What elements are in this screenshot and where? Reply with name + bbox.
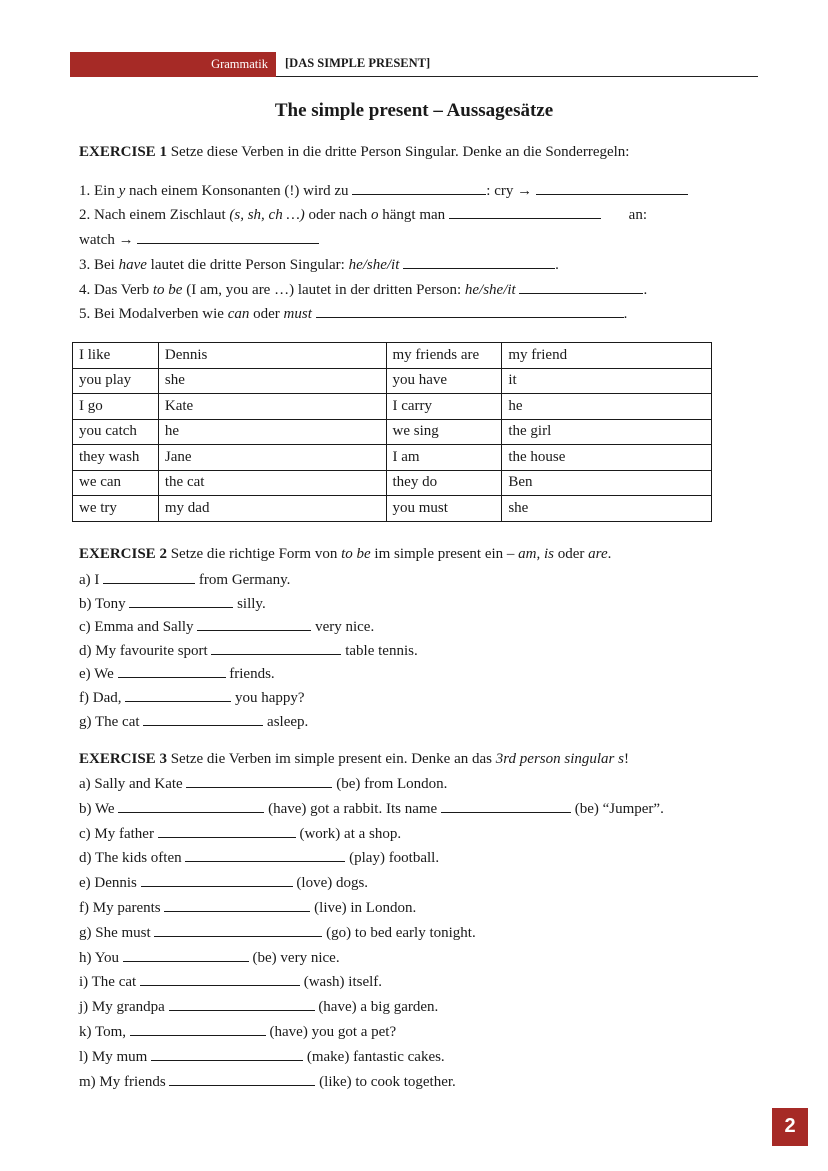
answer-blank[interactable]	[403, 256, 555, 269]
item-suffix: (wash) itself.	[299, 974, 383, 991]
instruction-text: 3rd person singular s	[495, 751, 624, 767]
item-suffix: (like) to cook together.	[315, 1073, 456, 1090]
item-prefix: f) Dad,	[79, 690, 126, 706]
table-cell: I go	[73, 394, 159, 420]
item-suffix: (have) a big garden.	[314, 999, 439, 1016]
table-cell: Jane	[158, 445, 386, 471]
table-cell: the house	[502, 445, 712, 471]
header-rule	[276, 76, 758, 77]
instruction-text: ,	[536, 546, 544, 562]
rule-text: 1. Ein	[79, 183, 119, 199]
item-prefix: g) The cat	[79, 713, 144, 730]
instruction-text: .	[607, 546, 612, 562]
list-item	[79, 1048, 445, 1066]
instruction-text: !	[623, 751, 629, 767]
answer-blank[interactable]	[118, 665, 226, 678]
answer-blank[interactable]	[441, 800, 571, 813]
rule-1	[79, 182, 688, 200]
item-prefix: e) We	[79, 666, 118, 683]
item-prefix: c) Emma and Sally	[79, 619, 198, 636]
exercise3-label: EXERCISE 3	[79, 751, 167, 767]
rule-text: lautet die dritte Person Singular:	[146, 257, 349, 273]
list-item	[79, 924, 476, 942]
verb-table	[72, 342, 712, 522]
item-prefix: h) You	[79, 949, 123, 966]
item-suffix: (love) dogs.	[292, 875, 369, 892]
table-cell: Ben	[502, 470, 712, 496]
answer-blank[interactable]	[197, 618, 311, 631]
table-cell: my friend	[502, 343, 712, 369]
list-item	[79, 618, 374, 636]
answer-blank[interactable]	[185, 849, 345, 862]
item-suffix: asleep.	[263, 713, 309, 730]
table-row	[73, 445, 712, 471]
list-item	[79, 825, 401, 843]
list-item	[79, 665, 275, 683]
answer-blank[interactable]	[164, 899, 310, 912]
answer-blank[interactable]	[129, 595, 233, 608]
table-cell: it	[502, 368, 712, 394]
item-prefix: d) The kids often	[79, 850, 186, 867]
list-item	[79, 874, 368, 892]
table-cell: Kate	[158, 394, 386, 420]
item-prefix: i) The cat	[79, 974, 140, 991]
list-item	[79, 595, 266, 613]
table-cell: the girl	[502, 419, 712, 445]
rule-text: hängt man	[378, 207, 449, 223]
table-cell: I carry	[386, 394, 502, 420]
item-suffix: (make) fantastic cakes.	[303, 1048, 445, 1065]
rule-text: oder	[249, 306, 284, 322]
answer-blank[interactable]	[118, 800, 264, 813]
list-item	[79, 998, 438, 1016]
item-prefix: b) Tony	[79, 595, 130, 612]
item-prefix: a) Sally and Kate	[79, 776, 187, 792]
rule-2b	[79, 231, 319, 249]
rule-text: (I am, you are …) lautet in der dritten Person:	[182, 282, 465, 298]
item-prefix: f) My parents	[79, 900, 165, 916]
item-suffix: silly.	[233, 595, 266, 612]
table-row	[73, 419, 712, 445]
table-cell: we sing	[386, 419, 502, 445]
item-suffix: from Germany.	[195, 572, 291, 588]
list-item	[79, 849, 439, 867]
rule-text: : cry →	[486, 183, 533, 199]
answer-blank[interactable]	[169, 998, 315, 1011]
table-cell: he	[158, 419, 386, 445]
exercise3-heading	[79, 751, 629, 768]
answer-blank[interactable]	[352, 182, 486, 195]
rule-text: he/she/it	[464, 282, 516, 298]
list-item	[79, 571, 290, 589]
answer-blank[interactable]	[536, 182, 688, 195]
table-cell: my friends are	[386, 343, 502, 369]
exercise2-heading	[79, 546, 611, 563]
instruction-text: Setze die richtige Form von	[166, 546, 342, 562]
answer-blank[interactable]	[130, 1023, 266, 1036]
answer-blank[interactable]	[143, 713, 263, 726]
table-cell: she	[158, 368, 386, 394]
table-cell: I am	[386, 445, 502, 471]
item-suffix: (play) football.	[345, 850, 440, 867]
item-suffix: very nice.	[311, 619, 375, 636]
instruction-text: are	[588, 546, 608, 562]
item-suffix: (live) in London.	[310, 900, 417, 916]
table-cell: they wash	[73, 445, 159, 471]
answer-blank[interactable]	[158, 825, 296, 838]
list-item	[79, 1073, 456, 1091]
answer-blank[interactable]	[154, 924, 322, 937]
list-item	[79, 1023, 396, 1041]
rule-3	[79, 256, 559, 274]
answer-blank[interactable]	[449, 206, 601, 219]
rule-text: can	[227, 306, 250, 322]
table-row	[73, 470, 712, 496]
table-cell: my dad	[158, 496, 386, 522]
rule-2	[79, 206, 647, 224]
answer-blank[interactable]	[141, 874, 293, 887]
item-suffix: you happy?	[231, 690, 305, 706]
list-item	[79, 689, 305, 707]
list-item	[79, 800, 664, 818]
table-cell: we can	[73, 470, 159, 496]
list-item	[79, 973, 382, 991]
answer-blank[interactable]	[519, 281, 643, 294]
rule-text: must	[283, 306, 312, 322]
table-cell: you must	[386, 496, 502, 522]
table-cell: we try	[73, 496, 159, 522]
exercise1-instruction: Setze diese Verben in die dritte Person Singular. Denke an die Sonderregeln:	[166, 144, 630, 160]
item-suffix: friends.	[225, 666, 275, 683]
item-prefix: d) My favourite sport	[79, 642, 212, 659]
item-suffix: (be) “Jumper”.	[570, 800, 664, 817]
answer-blank[interactable]	[125, 689, 231, 702]
rule-text: o	[371, 207, 379, 223]
rule-text: .	[623, 306, 628, 322]
rule-text: .	[555, 257, 559, 273]
item-prefix: k) Tom,	[79, 1024, 130, 1040]
table-cell: the cat	[158, 470, 386, 496]
rule-text: 4. Das Verb	[79, 282, 153, 298]
item-suffix: (be) very nice.	[248, 949, 340, 966]
answer-blank[interactable]	[137, 231, 319, 244]
instruction-text: Setze die Verben im simple present ein. Denke an das	[166, 751, 496, 767]
item-suffix: table tennis.	[341, 642, 418, 659]
table-cell: she	[502, 496, 712, 522]
instruction-text: im simple present ein –	[370, 546, 519, 562]
item-suffix: (work) at a shop.	[295, 825, 402, 842]
answer-blank[interactable]	[123, 949, 249, 962]
answer-blank[interactable]	[211, 642, 341, 655]
rule-text: 2. Nach einem Zischlaut	[79, 207, 230, 223]
table-row	[73, 394, 712, 420]
rule-4	[79, 281, 647, 299]
item-prefix: l) My mum	[79, 1048, 152, 1065]
answer-blank[interactable]	[151, 1048, 303, 1061]
page-number: 2	[772, 1108, 808, 1146]
instruction-text: to be	[341, 546, 371, 562]
exercise2-label: EXERCISE 2	[79, 546, 167, 562]
item-prefix: e) Dennis	[79, 875, 141, 892]
item-suffix: (be) from London.	[332, 776, 448, 792]
rule-text: he/she/it	[348, 257, 400, 273]
answer-blank[interactable]	[103, 571, 195, 584]
rule-text: 3. Bei	[79, 257, 119, 273]
table-cell: he	[502, 394, 712, 420]
rule-text: .	[643, 282, 648, 298]
table-cell: you play	[73, 368, 159, 394]
rule-text: (s, sh, ch …)	[229, 207, 305, 223]
rule-text: have	[118, 257, 147, 273]
list-item	[79, 713, 308, 731]
rule-text: 5. Bei Modalverben wie	[79, 306, 228, 322]
table-cell: I like	[73, 343, 159, 369]
list-item	[79, 642, 418, 660]
answer-blank[interactable]	[140, 973, 300, 986]
header-section-label: Grammatik	[211, 57, 268, 71]
answer-blank[interactable]	[169, 1073, 315, 1086]
answer-blank[interactable]	[186, 775, 332, 788]
header-topic: [DAS SIMPLE PRESENT]	[285, 56, 431, 70]
item-prefix: m) My friends	[79, 1073, 170, 1090]
item-prefix: j) My grandpa	[79, 999, 169, 1016]
table-cell: you catch	[73, 419, 159, 445]
list-item	[79, 775, 447, 793]
item-suffix: (go) to bed early tonight.	[322, 924, 476, 941]
instruction-text: am	[518, 546, 537, 562]
instruction-text: is	[544, 546, 555, 562]
rule-5	[79, 305, 627, 323]
header-section-bar	[70, 52, 276, 77]
page-title: The simple present – Aussagesätze	[274, 100, 554, 121]
list-item	[79, 949, 340, 967]
exercise1-heading	[79, 144, 629, 161]
exercise1-label: EXERCISE 1	[79, 144, 167, 160]
table-row	[73, 368, 712, 394]
instruction-text: oder	[554, 546, 589, 562]
rule-text: watch →	[79, 232, 134, 248]
table-cell: they do	[386, 470, 502, 496]
table-row	[73, 343, 712, 369]
item-prefix: b) We	[79, 800, 119, 817]
list-item	[79, 899, 416, 917]
table-row	[73, 496, 712, 522]
item-prefix: a) I	[79, 572, 104, 588]
rule-text: an:	[624, 207, 647, 223]
rule-text: to be	[152, 282, 183, 298]
item-middle: (have) got a rabbit. Its name	[264, 800, 441, 817]
item-prefix: g) She must	[79, 924, 155, 941]
item-prefix: c) My father	[79, 825, 158, 842]
table-cell: you have	[386, 368, 502, 394]
item-suffix: (have) you got a pet?	[265, 1024, 397, 1040]
rule-text: nach einem Konsonanten (!) wird zu	[125, 183, 353, 199]
table-cell: Dennis	[158, 343, 386, 369]
answer-blank[interactable]	[316, 305, 624, 318]
rule-text: oder nach	[304, 207, 372, 223]
rule-text: y	[118, 183, 126, 199]
